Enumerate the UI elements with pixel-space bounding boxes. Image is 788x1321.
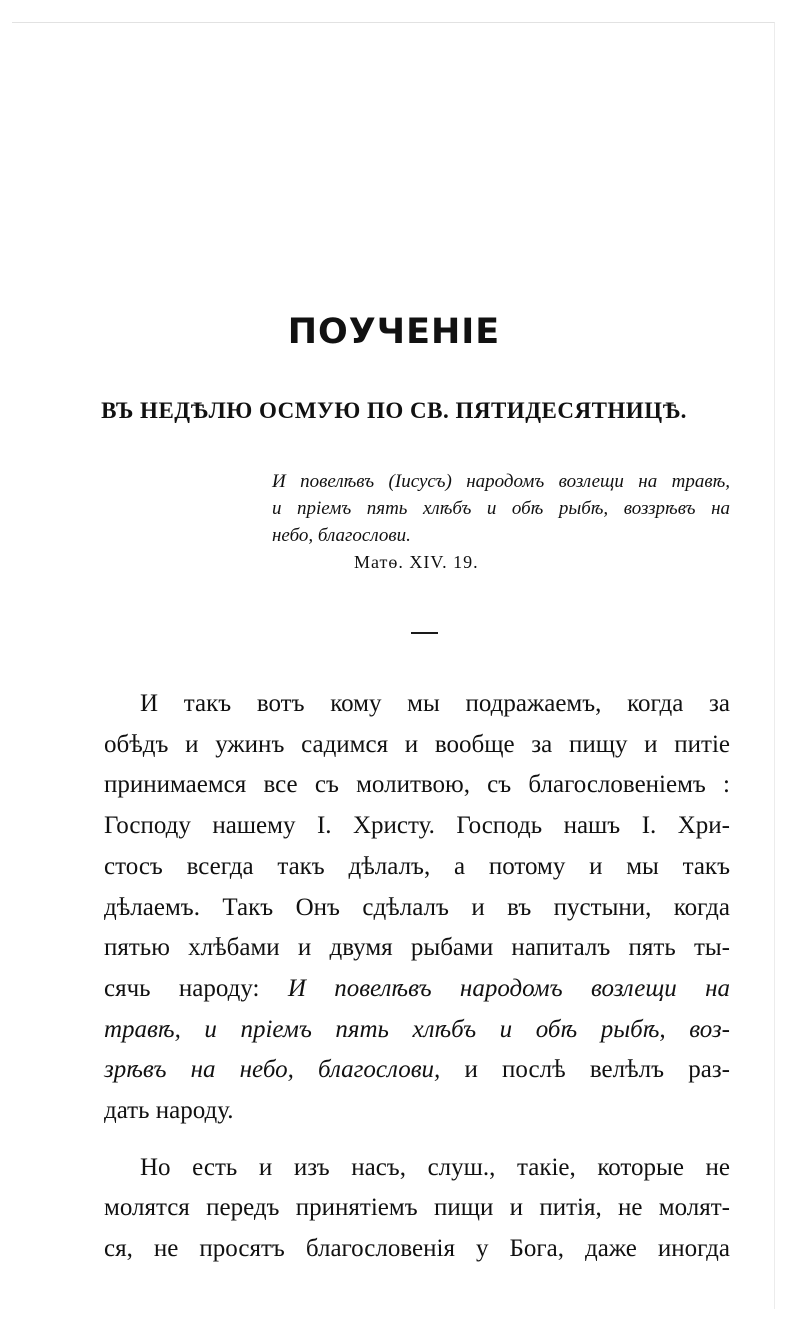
text-line: молятся передъ принятіемъ пищи и питія, не молят- bbox=[104, 1194, 730, 1222]
text-line: стосъ всегда такъ дѣлалъ, а потому и мы такъ bbox=[104, 852, 730, 880]
epigraph-line: и пріемъ пять хлѣбъ и обѣ рыбѣ, воззрѣвъ на bbox=[272, 498, 730, 519]
page-title: ПОУЧЕНІЕ bbox=[287, 312, 501, 352]
text-line: Господу нашему І. Христу. Господь нашъ І. Хри- bbox=[104, 812, 730, 840]
text-line: обѣдъ и ужинъ садимся и вообще за пищу и питіе bbox=[104, 730, 730, 758]
text-line: принимаемся все съ молитвою, съ благословеніемъ : bbox=[104, 771, 730, 799]
quote-segment: зрѣвъ на небо, благослови, bbox=[104, 1056, 441, 1084]
quote-segment: травѣ, и пріемъ пять хлѣбъ и обѣ рыбѣ, воз- bbox=[104, 1015, 730, 1043]
epigraph bbox=[272, 468, 730, 549]
text-line: Но есть и изъ насъ, слуш., такіе, которые не bbox=[140, 1153, 730, 1181]
text-segment: и послѣ велѣлъ раз- bbox=[440, 1056, 731, 1084]
text-line bbox=[104, 969, 730, 1010]
text-line: дѣлаемъ. Такъ Онъ сдѣлалъ и въ пустыни, когда bbox=[104, 893, 730, 921]
epigraph-reference: Матѳ. XIV. 19. bbox=[354, 552, 479, 572]
text-segment: сячь народу: bbox=[104, 974, 288, 1002]
text-line bbox=[104, 1010, 730, 1051]
text-line bbox=[104, 1050, 730, 1091]
text-line: дать народу. bbox=[104, 1097, 234, 1125]
text-line: И такъ вотъ кому мы подражаемъ, когда за bbox=[140, 690, 730, 717]
text-line: ся, не просятъ благословенія у Бога, даже иногда bbox=[104, 1235, 730, 1263]
body-text bbox=[104, 684, 730, 1270]
quote-segment: И повелѣвъ народомъ возлещи на bbox=[287, 974, 730, 1002]
section-divider bbox=[411, 632, 438, 634]
epigraph-line: И повелѣвъ (Іисусъ) народомъ возлещи на травѣ, bbox=[272, 471, 730, 492]
epigraph-line: небо, благослови. bbox=[272, 525, 411, 546]
text-line: пятью хлѣбами и двумя рыбами напиталъ пять ты- bbox=[104, 934, 730, 962]
page-subtitle: ВЪ НЕДѢЛЮ ОСМУЮ ПО СВ. ПЯТИДЕСЯТНИЦѢ. bbox=[101, 398, 687, 423]
